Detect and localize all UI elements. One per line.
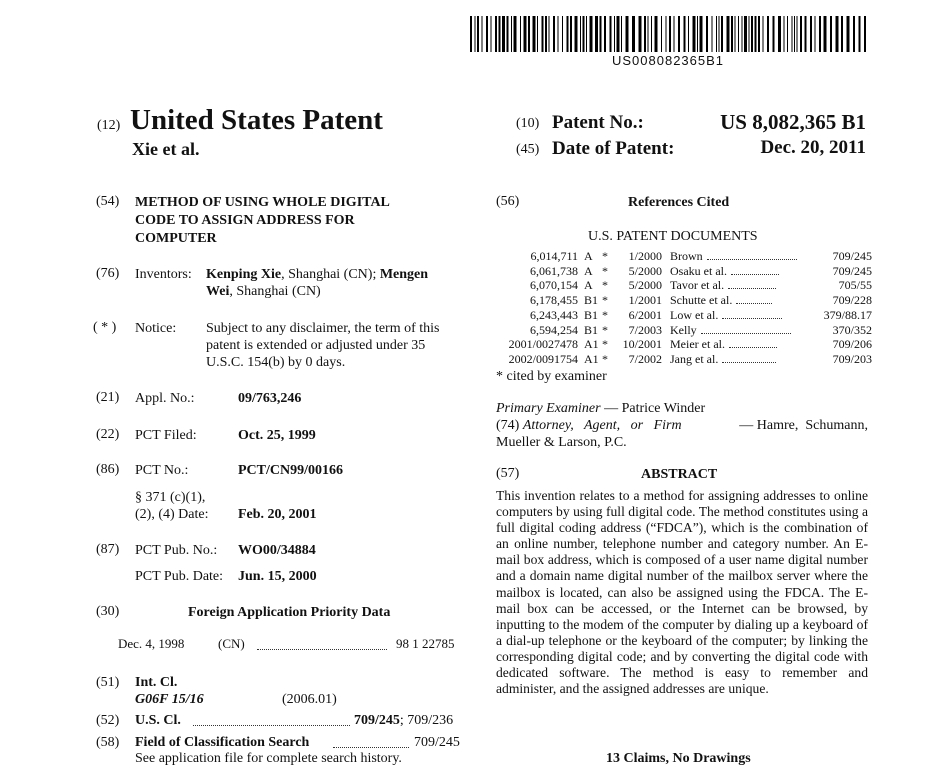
barcode-bar: [819, 16, 821, 52]
examiner-line: Primary Examiner — Patrice Winder: [496, 401, 706, 416]
pct-number: PCT/CN99/00166: [238, 463, 343, 478]
attorney-block: (74) Attorney, Agent, or Firm — Hamre, Schumann, Mueller & Larson, P.C.: [496, 418, 868, 450]
references-table: [500, 249, 872, 367]
ref-leader: [707, 250, 797, 260]
barcode-bar: [495, 16, 497, 52]
barcode-bar: [755, 16, 757, 52]
field-note: See application file for complete search history.: [135, 751, 402, 766]
barcode-bar: [651, 16, 652, 52]
ref-number: 2002/0091754: [508, 351, 578, 366]
barcode-bar: [583, 16, 585, 52]
foreign-heading: Foreign Application Priority Data: [188, 605, 391, 620]
patent-date: Dec. 20, 2011: [760, 137, 866, 158]
ref-inventor: Osaku et al.: [662, 264, 804, 279]
barcode-bar: [719, 16, 720, 52]
invention-title: METHOD OF USING WHOLE DIGITAL CODE TO ASSIGN ADDRESS FOR COMPUTER: [135, 195, 390, 246]
barcode-bar: [706, 16, 708, 52]
field-leader: [333, 737, 409, 748]
barcode-bar: [595, 16, 598, 52]
barcode-bar: [853, 16, 855, 52]
reference-row: [500, 323, 872, 338]
pct-filed-label: PCT Filed:: [135, 428, 197, 443]
foreign-number: 98 1 22785: [396, 636, 455, 651]
abstract-text: This invention relates to a method for assigning addresses to online computers by using full digital code. The method constitutes using a full digital coding address (“FDCA”), which is the combination of an online number, telephone number and category number. An E-mail box address, which is composed of a user name digital number and a domain name digital number of the mailbox server where the mailbox is located, can also be assigned using the FDCA. The E-mail box can be accessed, or the Internet can be browsed, by inputting to the modem of the computer by dialing up a keyboard of a dial-up telephone or the keyboard of the computer; by linking the corresponding digital code; and by converting the digital code with dedicated software. The method is easy to remember and administer, and the assigned addresses are unique.: [496, 488, 868, 697]
ref-star: *: [602, 293, 608, 308]
barcode-bar: [697, 16, 698, 52]
barcode-bar: [666, 16, 667, 52]
barcode-bar: [688, 16, 689, 52]
uscl-value: 709/245; 709/236: [354, 713, 454, 728]
ref-number: 6,594,254: [530, 322, 578, 337]
barcode-bar: [617, 16, 620, 52]
notice-text: Subject to any disclaimer, the term of this patent is extended or adjusted under 35 U.S.C. 154(b) by 0 days.: [206, 321, 440, 370]
refs-subheading: U.S. PATENT DOCUMENTS: [588, 229, 758, 244]
barcode-bar: [815, 16, 816, 52]
barcode-bar: [533, 16, 536, 52]
foreign-country: (CN): [218, 636, 245, 651]
ref-kind: B1: [584, 293, 599, 308]
notice-label: Notice:: [135, 321, 177, 336]
barcode-bar: [610, 16, 612, 52]
pct-no-label: PCT No.:: [135, 463, 189, 478]
barcode-bar: [763, 16, 764, 52]
ref-date: 7/2002: [628, 351, 662, 366]
barcode-bar: [847, 16, 850, 52]
barcode-bar: [580, 16, 581, 52]
foreign-code: (30): [96, 604, 120, 619]
barcode-bar: [648, 16, 649, 52]
ref-class: 709/245: [832, 263, 872, 278]
barcode-bar: [614, 16, 615, 52]
barcode-bar: [669, 16, 671, 52]
ref-date: 5/2000: [628, 263, 662, 278]
ref-star: *: [602, 278, 608, 293]
ref-number: 2001/0027478: [508, 337, 578, 352]
barcode-bar: [477, 16, 479, 52]
foreign-date: Dec. 4, 1998: [118, 636, 185, 651]
barcode-bar: [859, 16, 861, 52]
barcode-bar: [482, 16, 483, 52]
barcode-bar: [570, 16, 572, 52]
foreign-leader: [257, 639, 387, 650]
ref-number: 6,243,443: [530, 307, 578, 322]
pub-no-label: PCT Pub. No.:: [135, 543, 218, 558]
barcode-bar: [567, 16, 569, 52]
barcode-bar: [661, 16, 662, 52]
ref-date: 7/2003: [628, 322, 662, 337]
barcode-bar: [475, 16, 476, 52]
s371-date: Feb. 20, 2001: [238, 507, 317, 522]
barcode-bar: [693, 16, 696, 52]
barcode-bar: [520, 16, 521, 52]
ref-kind: A: [584, 263, 593, 278]
barcode-bar: [758, 16, 760, 52]
inventors-code: (76): [96, 266, 120, 281]
ref-inventor: Meier et al.: [662, 337, 804, 352]
barcode-bar: [600, 16, 602, 52]
barcode-bar: [836, 16, 839, 52]
reference-row: [500, 278, 872, 293]
ref-leader: [722, 309, 782, 319]
barcode-bar: [621, 16, 622, 52]
barcode-bar: [721, 16, 723, 52]
barcode-bar: [549, 16, 550, 52]
abstract-heading: ABSTRACT: [641, 467, 718, 482]
ref-date: 5/2000: [628, 278, 662, 293]
barcode-bar: [716, 16, 717, 52]
barcode-bar: [773, 16, 775, 52]
barcode-bar: [749, 16, 750, 52]
barcode-bar: [735, 16, 736, 52]
ref-number: 6,061,738: [530, 263, 578, 278]
barcode-bar: [644, 16, 646, 52]
title-code: (54): [96, 194, 120, 209]
notice-code: ( * ): [93, 320, 117, 335]
barcode-bar: [639, 16, 642, 52]
ref-class: 709/228: [832, 293, 872, 308]
barcode-bar: [830, 16, 832, 52]
barcode-bar: [700, 16, 703, 52]
barcode-bar: [626, 16, 629, 52]
ref-kind: B1: [584, 322, 599, 337]
ref-leader: [736, 294, 772, 304]
ref-number: 6,070,154: [530, 278, 578, 293]
s371-label: § 371 (c)(1), (2), (4) Date:: [135, 490, 209, 522]
barcode-number: US008082365B1: [611, 53, 725, 68]
pub-code: (87): [96, 542, 120, 557]
barcode-bar: [586, 16, 587, 52]
ref-class: 705/55: [838, 278, 872, 293]
barcode-bar: [486, 16, 488, 52]
inventors-label: Inventors:: [135, 267, 192, 282]
pub-date-label: PCT Pub. Date:: [135, 569, 224, 584]
barcode-bar: [797, 16, 798, 52]
ref-leader: [722, 353, 776, 363]
intcl-label: Int. Cl.: [135, 675, 178, 690]
ref-kind: B1: [584, 307, 599, 322]
barcode-bar: [824, 16, 827, 52]
barcode-bar: [558, 16, 559, 52]
barcode-bar: [655, 16, 658, 52]
ref-number: 6,178,455: [530, 293, 578, 308]
ref-star: *: [602, 322, 608, 337]
inventors-list: Kenping Xie, Shanghai (CN); Mengen Wei, Shanghai (CN): [206, 267, 429, 299]
ref-class: 709/206: [832, 337, 872, 352]
pct-no-code: (86): [96, 462, 120, 477]
patent-no-code: (10): [516, 116, 540, 131]
barcode-bar: [810, 16, 812, 52]
ref-inventor: Brown: [662, 249, 804, 264]
pub-number: WO00/34884: [238, 543, 316, 558]
inventors-short: Xie et al.: [132, 139, 200, 159]
pct-filed-date: Oct. 25, 1999: [238, 428, 316, 443]
barcode-bar: [742, 16, 743, 52]
barcode: [470, 16, 866, 52]
barcode-bar: [674, 16, 675, 52]
ref-inventor: Kelly: [662, 323, 804, 338]
barcode-bar: [604, 16, 606, 52]
barcode-bar: [841, 16, 843, 52]
barcode-bar: [787, 16, 788, 52]
kind-code: (12): [97, 118, 121, 133]
barcode-bar: [805, 16, 807, 52]
reference-row: [500, 293, 872, 308]
barcode-bar: [767, 16, 769, 52]
uscl-leader: [193, 715, 350, 726]
barcode-bar: [727, 16, 730, 52]
barcode-bar: [553, 16, 555, 52]
barcode-bar: [792, 16, 793, 52]
barcode-bar: [784, 16, 785, 52]
ref-leader: [701, 324, 791, 334]
ref-kind: A: [584, 278, 593, 293]
field-value: 709/245: [414, 735, 460, 750]
ref-star: *: [602, 263, 608, 278]
barcode-bar: [511, 16, 512, 52]
barcode-bar: [864, 16, 866, 52]
field-label: Field of Classification Search: [135, 735, 310, 750]
intcl-code: (51): [96, 675, 120, 690]
barcode-bar: [502, 16, 505, 52]
barcode-bar: [514, 16, 517, 52]
uscl-code: (52): [96, 713, 120, 728]
pub-date: Jun. 15, 2000: [238, 569, 317, 584]
ref-leader: [731, 265, 779, 275]
appl-code: (21): [96, 390, 120, 405]
patent-no-label: Patent No.:: [552, 112, 644, 133]
barcode-bar: [778, 16, 781, 52]
ref-star: *: [602, 307, 608, 322]
ref-class: 379/88.17: [823, 307, 872, 322]
appl-number: 09/763,246: [238, 391, 302, 406]
field-code: (58): [96, 735, 120, 750]
claims-summary: 13 Claims, No Drawings: [606, 751, 751, 766]
pct-filed-code: (22): [96, 427, 120, 442]
barcode-bar: [562, 16, 563, 52]
barcode-bar: [507, 16, 509, 52]
refs-heading: References Cited: [628, 195, 730, 210]
reference-row: [500, 308, 872, 323]
ref-kind: A1: [584, 337, 599, 352]
ref-date: 6/2001: [628, 307, 662, 322]
barcode-bar: [545, 16, 547, 52]
ref-star: *: [602, 249, 608, 263]
reference-row: [500, 249, 872, 264]
date-code: (45): [516, 142, 540, 157]
barcode-bar: [491, 16, 492, 52]
ref-star: *: [602, 351, 608, 366]
barcode-bar: [632, 16, 635, 52]
barcode-bar: [678, 16, 680, 52]
barcode-bar: [499, 16, 501, 52]
cited-note: * cited by examiner: [496, 369, 607, 384]
barcode-bar: [731, 16, 733, 52]
refs-code: (56): [496, 194, 520, 209]
ref-kind: A1: [584, 351, 599, 366]
barcode-bar: [794, 16, 795, 52]
intcl-class: G06F 15/16: [135, 692, 204, 707]
ref-number: 6,014,711: [530, 249, 578, 263]
barcode-bar: [537, 16, 538, 52]
barcode-bar: [751, 16, 753, 52]
ref-inventor: Low et al.: [662, 308, 804, 323]
appl-label: Appl. No.:: [135, 391, 195, 406]
barcode-bar: [590, 16, 593, 52]
ref-class: 709/245: [832, 249, 872, 263]
ref-class: 709/203: [832, 351, 872, 366]
barcode-bar: [528, 16, 530, 52]
ref-inventor: Schutte et al.: [662, 293, 804, 308]
patent-number: US 8,082,365 B1: [720, 110, 866, 134]
barcode-bar: [738, 16, 739, 52]
ref-date: 10/2001: [622, 337, 662, 352]
barcode-bar: [470, 16, 472, 52]
abstract-code: (57): [496, 466, 520, 481]
intcl-year: (2006.01): [282, 692, 337, 707]
ref-class: 370/352: [832, 322, 872, 337]
reference-row: [500, 264, 872, 279]
barcode-bar: [684, 16, 686, 52]
barcode-bar: [575, 16, 578, 52]
ref-inventor: Jang et al.: [662, 352, 804, 367]
patent-title-heading: United States Patent: [130, 104, 383, 136]
barcode-bar: [524, 16, 527, 52]
reference-row: [500, 352, 872, 367]
barcode-bar: [800, 16, 802, 52]
ref-leader: [729, 338, 777, 348]
reference-row: [500, 337, 872, 352]
barcode-bar: [744, 16, 747, 52]
ref-inventor: Tavor et al.: [662, 278, 804, 293]
barcode-bar: [542, 16, 544, 52]
ref-date: 1/2000: [628, 249, 662, 263]
date-label: Date of Patent:: [552, 138, 675, 159]
ref-kind: A: [584, 249, 593, 263]
barcode-bar: [712, 16, 713, 52]
ref-date: 1/2001: [628, 293, 662, 308]
uscl-label: U.S. Cl.: [135, 713, 181, 728]
ref-star: *: [602, 337, 608, 352]
ref-leader: [728, 279, 776, 289]
